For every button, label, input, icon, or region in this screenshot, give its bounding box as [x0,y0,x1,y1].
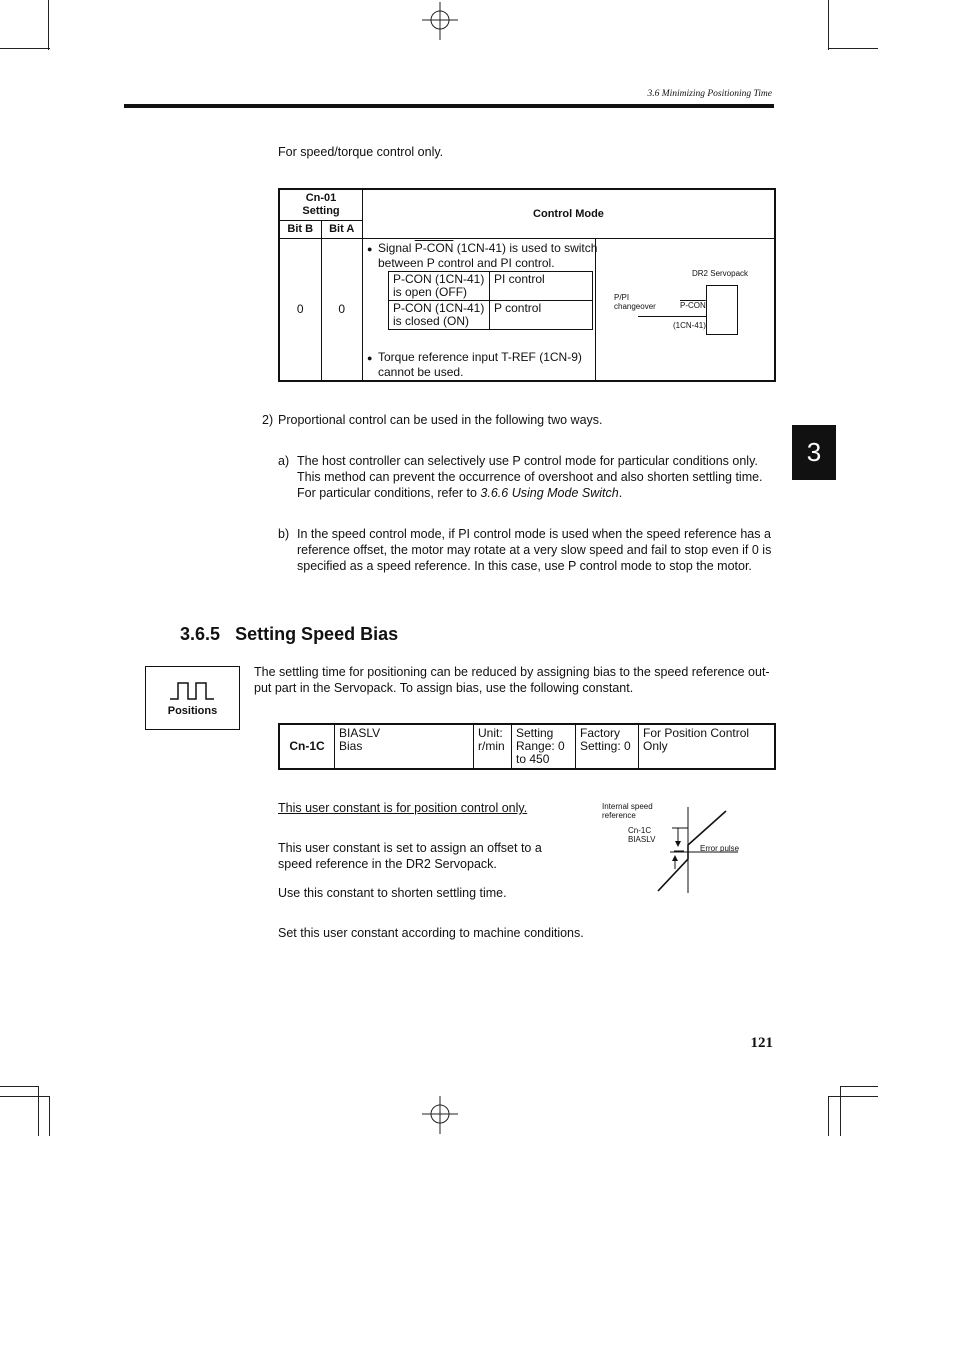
crop-mark [38,1086,39,1136]
crop-mark [828,1096,829,1136]
bit-a-header: Bit A [321,221,363,239]
running-header: 3.6 Minimizing Positioning Time [647,89,772,99]
bias-intro-text: The settling time for positioning can be reduced by assigning bias to the speed reference out-put part in the Servopack. To assign bias, use the following constant. [254,665,770,695]
crop-mark [840,1086,878,1087]
crop-mark [49,1096,50,1136]
param-code: Cn-1C [279,724,335,769]
setting-header: Cn-01 Setting [279,189,363,221]
param-name: BIASLV Bias [335,724,474,769]
offset-note: This user constant is set to assign an offset to a speed reference in the DR2 Servopack. [278,841,542,871]
item-b-num: b) [278,527,290,541]
parameter-table [278,723,776,770]
row-bit-a: 0 [321,239,363,381]
servopack-label: DR2 Servopack [692,269,749,278]
row-bit-b: 0 [279,239,321,381]
crop-mark [828,0,829,50]
control-mode-header: Control Mode [363,189,776,239]
registration-mark [420,2,460,42]
item-a-text: The host controller can selectively use P control mode for particular conditions only. This method can prevent the occurrence of overshoot and also shorten settling time. For particular conditions, refer to 3.6.6 Using Mode Switch. [297,454,763,500]
servopack-box [706,285,738,335]
bullet-2: ● Torque reference input T-REF (1CN-9) cannot be used. [378,350,593,380]
crop-mark [0,48,50,49]
pcon-diagram-cell [596,239,776,381]
param-factory: Factory Setting: 0 [576,724,639,769]
chapter-tab: 3 [792,425,836,480]
graph-param-label: Cn-1C BIASLV [628,826,656,844]
section-heading: 3.6.5 Setting Speed Bias [180,624,399,644]
settling-note: Use this constant to shorten settling time. [278,886,507,900]
crop-mark [0,1086,38,1087]
mode-description-cell [363,239,596,381]
pcon-inner-table [388,271,593,330]
crop-mark [840,1086,841,1136]
inner-row: P-CON (1CN-41) is closed (ON) P control [389,301,593,330]
signal-line [638,316,706,317]
machine-conditions-note: Set this user constant according to machine conditions. [278,926,584,940]
control-mode-table [278,188,776,382]
param-range: Setting Range: 0 to 450 [512,724,576,769]
crop-mark [828,48,878,49]
inner-row: P-CON (1CN-41) is open (OFF) PI control [389,272,593,301]
bullet-1: ● Signal P-CON (1CN-41) is used to switch between P control and PI control. [378,241,603,271]
param-applies: For Position Control Only [639,724,776,769]
positions-label: Positions [167,705,218,717]
pin-label: (1CN-41) [673,321,706,330]
intro-text: For speed/torque control only. [278,145,444,159]
crop-mark [48,0,49,50]
bit-b-header: Bit B [279,221,321,239]
position-only-note: This user constant is for position control only. [278,801,528,815]
graph-x-label: Error pulse [700,844,740,853]
param-unit: Unit: r/min [474,724,512,769]
pcon-label: P-CON [680,301,706,310]
bias-graph [650,805,740,895]
registration-mark [420,1096,460,1136]
item-2-num: 2) [262,413,274,427]
page-number: 121 [750,1035,773,1051]
crop-mark [828,1096,878,1097]
item-b-text: In the speed control mode, if PI control mode is used when the speed reference has a reference offset, the motor may rotate at a very slow speed and fail to stop even if 0 is specified as a speed reference. In this case, use P control mode to stop the motor. [297,527,772,573]
header-rule [124,104,774,108]
graph-y-label: Internal speed reference [602,802,653,820]
item-a-num: a) [278,454,290,468]
mode-switch-ref: 3.6.6 Using Mode Switch [480,486,619,500]
item-2-text: Proportional control can be used in the following two ways. [278,413,603,427]
crop-mark [0,1096,50,1097]
pulse-train-icon [170,681,216,701]
positions-box [145,666,240,730]
changeover-label: P/PI changeover [614,293,656,311]
